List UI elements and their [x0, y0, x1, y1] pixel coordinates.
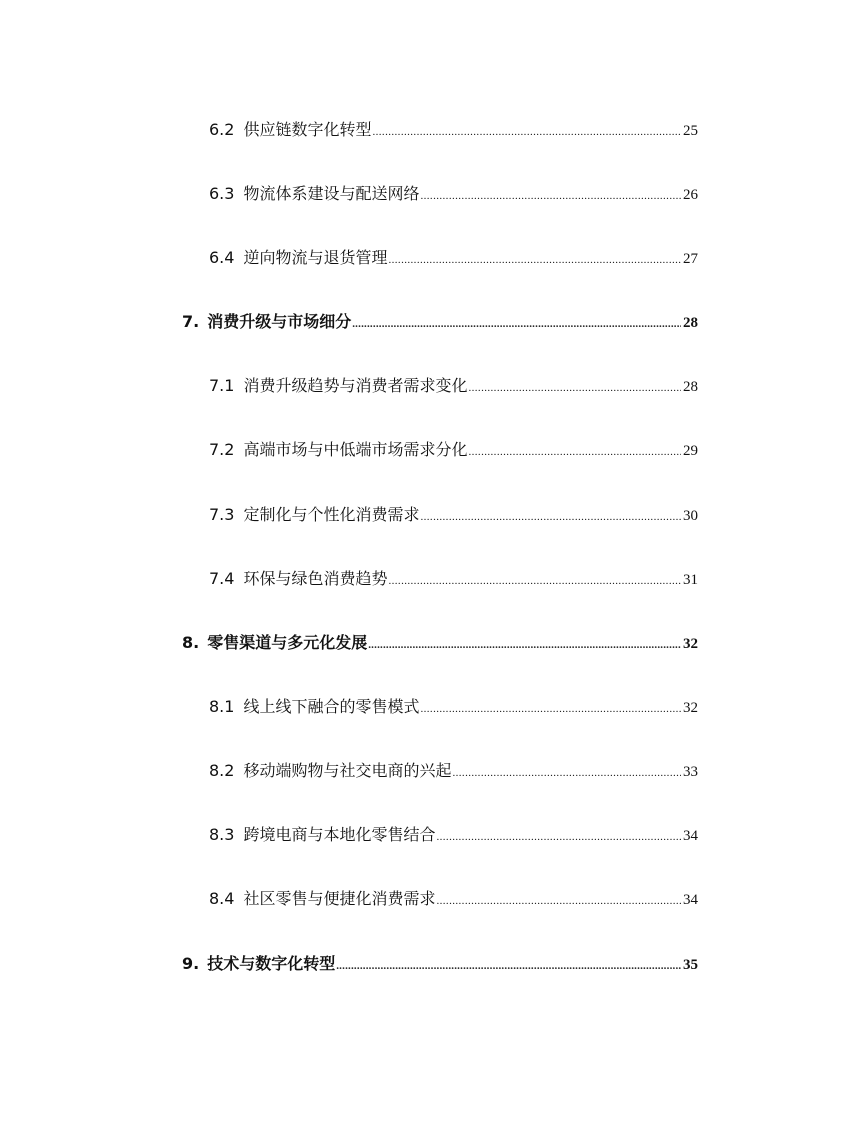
dot-leader — [436, 831, 681, 843]
toc-page-number: 28 — [683, 379, 698, 395]
toc-page-number: 28 — [683, 315, 698, 331]
dot-leader — [388, 575, 681, 587]
toc-entry-6-3[interactable] — [209, 181, 698, 207]
dot-leader — [468, 446, 681, 458]
toc-page-number: 32 — [683, 700, 698, 716]
toc-page-number: 30 — [683, 508, 698, 524]
toc-page-number: 32 — [683, 636, 698, 652]
toc-title: 环保与绿色消费趋势 — [243, 569, 388, 588]
toc-page-number: 26 — [683, 187, 698, 203]
toc-number: 8.2 — [209, 761, 235, 780]
toc-number: 8. — [182, 633, 200, 652]
toc-number: 8.1 — [209, 697, 235, 716]
toc-number: 8.4 — [209, 889, 235, 908]
toc-page-number: 33 — [683, 764, 698, 780]
dot-leader — [368, 639, 681, 651]
dot-leader — [436, 895, 681, 907]
toc-number: 7.1 — [209, 376, 235, 395]
toc-page-number: 34 — [683, 828, 698, 844]
toc-entry-8[interactable] — [182, 630, 698, 656]
toc-number: 6.3 — [209, 184, 235, 203]
toc-entry-7[interactable] — [182, 309, 698, 335]
dot-leader — [372, 126, 681, 138]
toc-title: 物流体系建设与配送网络 — [243, 184, 420, 203]
toc-title: 跨境电商与本地化零售结合 — [243, 825, 436, 844]
toc-entry-8-3[interactable] — [209, 822, 698, 848]
toc-title: 社区零售与便捷化消费需求 — [243, 889, 436, 908]
toc-number: 7. — [182, 312, 200, 331]
toc-number: 7.3 — [209, 505, 235, 524]
toc-number: 9. — [182, 954, 200, 973]
dot-leader — [420, 703, 681, 715]
dot-leader — [336, 960, 681, 972]
toc-title: 线上线下融合的零售模式 — [243, 697, 420, 716]
toc-page-number: 35 — [683, 957, 698, 973]
dot-leader — [452, 767, 681, 779]
toc-number: 7.4 — [209, 569, 235, 588]
toc-title: 移动端购物与社交电商的兴起 — [243, 761, 452, 780]
toc-entry-7-2[interactable] — [209, 437, 698, 463]
toc-entry-8-2[interactable] — [209, 758, 698, 784]
toc-title: 消费升级与市场细分 — [207, 312, 352, 331]
toc-page-number: 34 — [683, 892, 698, 908]
toc-title: 供应链数字化转型 — [243, 120, 372, 139]
dot-leader — [468, 382, 681, 394]
toc-entry-8-4[interactable] — [209, 886, 698, 912]
toc-entry-7-1[interactable] — [209, 373, 698, 399]
toc-title: 技术与数字化转型 — [207, 954, 336, 973]
toc-page-number: 31 — [683, 572, 698, 588]
toc-number: 6.4 — [209, 248, 235, 267]
dot-leader — [420, 190, 681, 202]
toc-title: 零售渠道与多元化发展 — [207, 633, 368, 652]
toc-page-number: 29 — [683, 443, 698, 459]
toc-page-number: 25 — [683, 123, 698, 139]
toc-page-number: 27 — [683, 251, 698, 267]
toc-title: 高端市场与中低端市场需求分化 — [243, 440, 468, 459]
toc-entry-8-1[interactable] — [209, 694, 698, 720]
toc-number: 7.2 — [209, 440, 235, 459]
toc-entry-6-2[interactable] — [209, 117, 698, 143]
toc-number: 8.3 — [209, 825, 235, 844]
dot-leader — [388, 254, 681, 266]
dot-leader — [420, 511, 681, 523]
dot-leader — [352, 318, 681, 330]
toc-entry-7-4[interactable] — [209, 566, 698, 592]
toc-number: 6.2 — [209, 120, 235, 139]
toc-entry-7-3[interactable] — [209, 502, 698, 528]
toc-title: 逆向物流与退货管理 — [243, 248, 388, 267]
toc-title: 定制化与个性化消费需求 — [243, 505, 420, 524]
toc-entry-9[interactable] — [182, 951, 698, 977]
toc-title: 消费升级趋势与消费者需求变化 — [243, 376, 468, 395]
toc-entry-6-4[interactable] — [209, 245, 698, 271]
